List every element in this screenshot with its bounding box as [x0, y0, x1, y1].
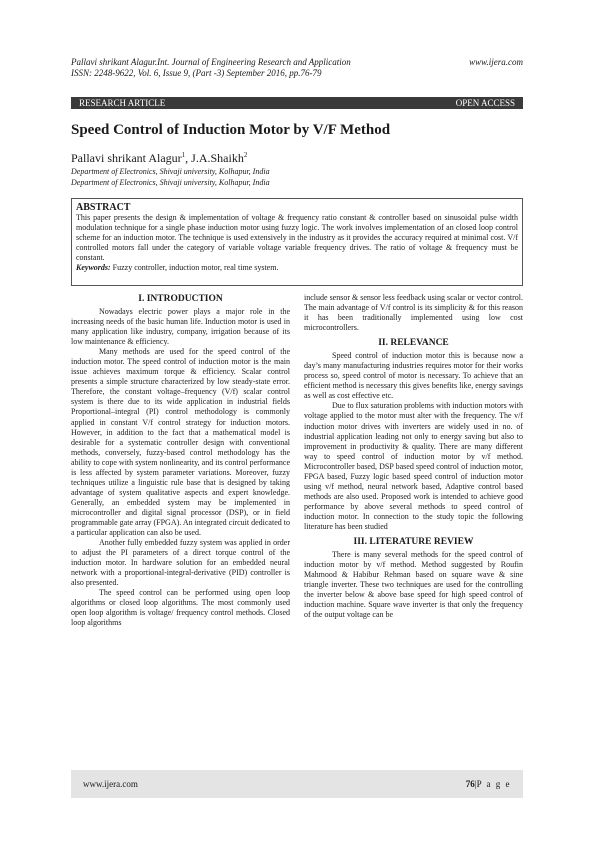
research-article-label: RESEARCH ARTICLE — [79, 98, 166, 108]
intro-paragraph-2: Many methods are used for the speed control of the induction motor. The speed control of induction motor is the main issue achieves maximum torque & efficiency. Scalar control presents a simple structure characterized by low steady-state error. Therefore, the constant voltage–frequency (V/f) scalar control system is there due to its wide application in industrial fields Proportional–integral (PI) control methodology is commonly applied in constant V/f control strategy for induction motors. However, in addition to the fact that a mathematical model is desirable for a systematic controller design with conventional methods, conversely, fuzzy-based control methodology has the ability to cope with system nonlinearity, and its control performance is less affected by system parameter variations. Moreover, fuzzy techniques utilize a linguistic rule base that is designed by taking advantage of system qualitative aspects and expert knowledge. Generally, an embedded system may be implemented in microcontroller and digital signal processor (DSP), or in field programmable gate array (FPGA). An integrated circuit dedicated to a particular application can also be used. — [71, 347, 290, 538]
right-column — [304, 293, 523, 620]
running-header — [71, 57, 523, 79]
intro-paragraph-1: Nowadays electric power plays a major role in the increasing needs of the basic human life. Induction motor is used in many application like industry, company, irrigation because of its low maintenance & efficiency. — [71, 307, 290, 347]
abstract-text: This paper presents the design & implementation of voltage & frequency ratio constant & controller based on sinusoidal pulse width modulation technique for a single phase induction motor using fuzzy logic. The work involves implementation of an closed loop control scheme for an induction motor. The technique is used extensively in the industry as it provides the accuracy required at minimal cost. V/f controlled motors fall under the category of variable voltage variable frequency drives. The ratio of voltage & frequency must be constant. — [76, 213, 518, 262]
abstract-heading: ABSTRACT — [76, 202, 131, 213]
page-number-separator: | — [474, 779, 477, 789]
section-heading-literature-review: III. LITERATURE REVIEW — [353, 537, 474, 548]
issn-line: ISSN: 2248-9622, Vol. 6, Issue 9, (Part -3) September 2016, pp.76-79 — [71, 68, 322, 78]
article-type-banner — [71, 97, 523, 109]
journal-citation: Pallavi shrikant Alagur.Int. Journal of Engineering Research and Application — [71, 57, 351, 67]
relevance-paragraph-1: Speed control of induction motor this is because now a day’s many manufacturing industries requires motor for their works process so, speed control of motor is necessary. To achieve that an efficient method is necessary this gives benefits like, energy savings as well as cost effective etc. — [304, 351, 523, 401]
page-number — [466, 779, 511, 789]
paper-title: Speed Control of Induction Motor by V/F Method — [71, 122, 391, 138]
author-2: J.A.Shaikh — [191, 151, 244, 165]
journal-website[interactable]: www.ijera.com — [469, 57, 523, 67]
page-footer — [71, 770, 523, 798]
page-number-value: 76 — [465, 779, 475, 789]
keywords-list: Fuzzy controller, induction motor, real time system. — [110, 263, 279, 272]
intro-paragraph-continued: include sensor & sensor less feedback using scalar or vector control. The main advantage of V/f control is its simplicity & for this reason it has been traditionally implemented using low cost microcontrollers. — [304, 293, 523, 333]
keywords-label: Keywords: — [76, 263, 111, 272]
author-1-affiliation: 1 — [181, 151, 186, 159]
author-2-affiliation: 2 — [243, 151, 248, 159]
intro-paragraph-4: The speed control can be performed using open loop algorithms or closed loop algorithms. The most commonly used open loop algorithm is voltage/ frequency control methods. Closed loop algorithms — [71, 588, 290, 628]
section-heading-relevance: II. RELEVANCE — [378, 338, 449, 349]
affiliation-2: Department of Electronics, Shivaji university, Kolhapur, India — [71, 178, 270, 187]
section-heading-introduction: I. INTRODUCTION — [138, 294, 223, 304]
author-list — [71, 148, 247, 165]
relevance-paragraph-2: Due to flux saturation problems with induction motors with voltage applied to the motor must alter with the frequency. The v/f induction motor drives with inverters are widely used in no. of industrial application leading not only to energy saving but also to improvement in productivity & quality. There are many different way to speed control of induction motor by v/f method. Microcontroller based, DSP based speed control of induction motor, FPGA based, Fuzzy logic based speed control of induction motor using v/f method, neural network based, Adaptive control based methods are also used. Proposed work is intended to achieve good performance by above several methods to speed control of induction motor. In connection to the study topic the following literature has been studied — [304, 401, 523, 531]
author-separator: , — [185, 151, 192, 165]
author-1: Pallavi shrikant Alagur — [71, 151, 182, 165]
abstract-box — [71, 198, 523, 286]
keywords — [76, 263, 518, 273]
page-word: P a g e — [476, 779, 511, 789]
open-access-label: OPEN ACCESS — [455, 98, 515, 108]
affiliation-1: Department of Electronics, Shivaji university, Kolhapur, India — [71, 167, 270, 176]
literature-paragraph-1: There is many several methods for the speed control of induction motor by v/f method. Method suggested by Roufin Mahmood & Habibur Rehman based on square wave & sine triangle inverter. These two techniques are used for the controlling the inverter below & above base speed for high speed control of induction machine. Square wave inverter is that only the frequency of the output voltage can be — [304, 550, 523, 620]
intro-paragraph-3: Another fully embedded fuzzy system was applied in order to adjust the PI parameters of a direct torque control of the induction motor. In hardware solution for an embedded neural network with a proportional-integral-derivative (PID) controller is also presented. — [71, 538, 290, 588]
footer-website[interactable]: www.ijera.com — [83, 779, 138, 789]
left-column — [71, 293, 290, 629]
